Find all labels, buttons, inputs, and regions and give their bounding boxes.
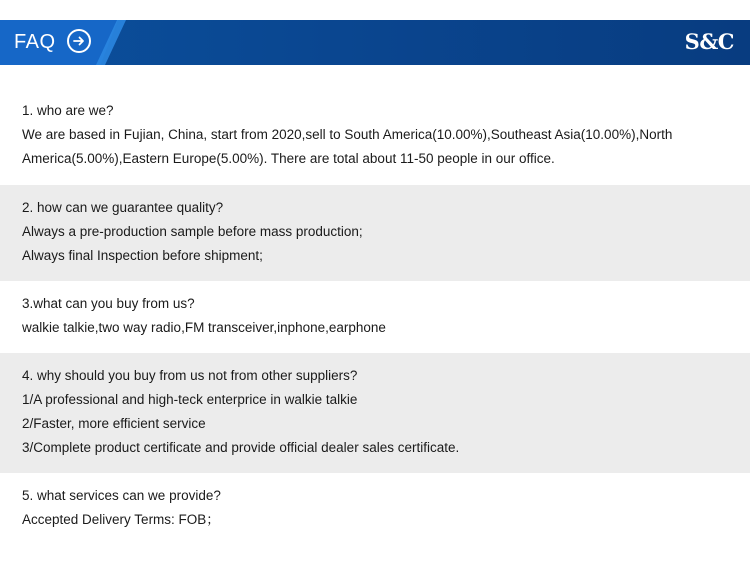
faq-answer-2-line-1: Always a pre-production sample before mass production;	[22, 224, 363, 239]
arrow-right-circle-icon[interactable]	[67, 29, 91, 53]
faq-item-5	[0, 473, 750, 545]
banner-title: FAQ	[14, 31, 56, 53]
faq-question-5: 5. what services can we provide?	[22, 488, 221, 503]
faq-answer-4-line-2: 2/Faster, more efficient service	[22, 416, 206, 431]
faq-answer-4-line-1: 1/A professional and high-teck enterprice in walkie talkie	[22, 392, 358, 407]
faq-answer-3-line-1: walkie talkie,two way radio,FM transceiver,inphone,earphone	[22, 320, 386, 335]
faq-question-2: 2. how can we guarantee quality?	[22, 200, 224, 215]
faq-list	[0, 89, 750, 545]
arrow-right-glyph	[72, 34, 86, 48]
faq-item-4	[0, 353, 750, 473]
faq-answer-1-line-1: We are based in Fujian, China, start from 2020,sell to South America(10.00%),Southeast Asia(10.00%),North America(5.00%),Eastern Europe(5.00%). There are total about 11-50 people in our office.	[22, 127, 673, 166]
faq-banner	[0, 20, 750, 65]
faq-item-2	[0, 185, 750, 281]
faq-question-3: 3.what can you buy from us?	[22, 296, 195, 311]
faq-item-3	[0, 281, 750, 353]
brand-logo: S&C	[684, 29, 734, 54]
faq-answer-2-line-2: Always final Inspection before shipment;	[22, 248, 263, 263]
faq-question-1: 1. who are we?	[22, 103, 114, 118]
faq-item-1	[0, 89, 750, 185]
faq-answer-5-line-1: Accepted Delivery Terms: FOB；	[22, 512, 220, 527]
faq-answer-4-line-3: 3/Complete product certificate and provide official dealer sales certificate.	[22, 440, 460, 455]
faq-question-4: 4. why should you buy from us not from other suppliers?	[22, 368, 358, 383]
